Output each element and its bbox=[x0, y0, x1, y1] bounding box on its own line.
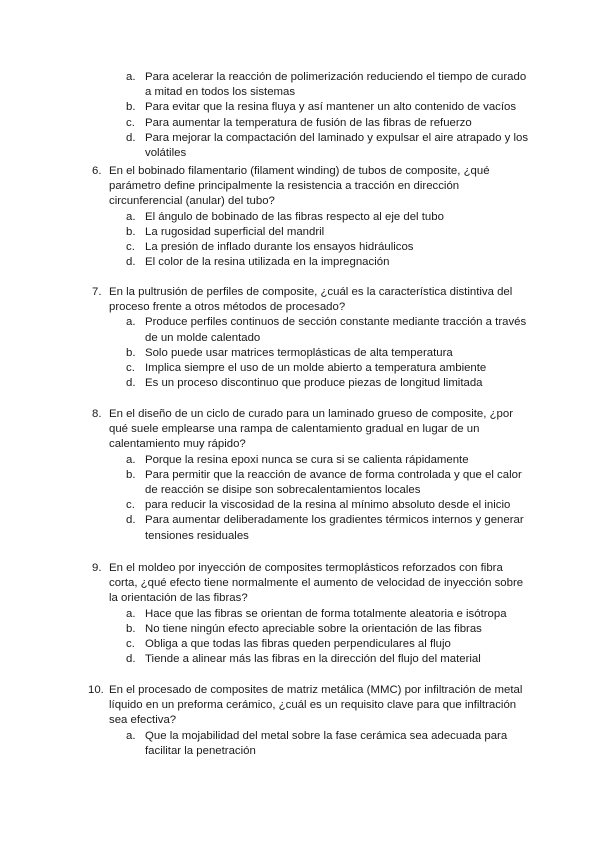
option-text: Implica siempre el uso de un molde abierto a temperatura ambiente bbox=[145, 362, 487, 375]
option-text: para reducir la viscosidad de la resina al mínimo absoluto desde el inicio bbox=[145, 499, 511, 512]
question-5-carryover bbox=[92, 70, 532, 161]
option-a bbox=[92, 210, 532, 225]
option-d bbox=[92, 652, 532, 667]
option-letter: a. bbox=[126, 316, 136, 329]
question-number: 10. bbox=[88, 684, 104, 696]
question-10 bbox=[88, 683, 532, 759]
option-letter: c. bbox=[126, 499, 135, 512]
option-letter: d. bbox=[126, 256, 136, 269]
option-letter: d. bbox=[126, 377, 136, 390]
question-9 bbox=[92, 561, 532, 667]
question-8 bbox=[92, 407, 532, 544]
question-stem bbox=[92, 407, 532, 453]
option-text: Obliga a que todas las fibras queden perpendiculares al flujo bbox=[145, 638, 451, 651]
option-letter: a. bbox=[126, 729, 136, 742]
option-text: Hace que las fibras se orientan de forma totalmente aleatoria e isótropa bbox=[145, 607, 507, 620]
question-text: En el moldeo por inyección de composites termoplásticos reforzados con fibra corta, ¿qué efecto tiene normalmente el aumento de velocidad de inyección sobre la orientación de las fibras? bbox=[109, 562, 524, 605]
option-letter: a. bbox=[126, 210, 136, 223]
option-text: Para aumentar deliberadamente los gradientes térmicos internos y generar tensiones residuales bbox=[145, 514, 524, 542]
option-c bbox=[92, 361, 532, 376]
option-letter: a. bbox=[126, 71, 136, 83]
question-text: En la pultrusión de perfiles de composite, ¿cuál es la característica distintiva del proceso frente a otros métodos de procesado? bbox=[109, 286, 513, 314]
option-letter: b. bbox=[126, 346, 136, 359]
option-b bbox=[92, 468, 532, 498]
option-d bbox=[92, 131, 532, 161]
option-letter: c. bbox=[126, 638, 135, 651]
question-number: 9. bbox=[92, 562, 102, 574]
options-list bbox=[92, 315, 532, 391]
option-letter: d. bbox=[126, 514, 136, 527]
option-text: Porque la resina epoxi nunca se cura si se calienta rápidamente bbox=[145, 453, 469, 466]
option-text: La rugosidad superficial del mandril bbox=[145, 225, 325, 238]
option-letter: d. bbox=[126, 653, 136, 666]
option-c bbox=[92, 116, 532, 131]
option-b bbox=[92, 622, 532, 637]
options-list bbox=[92, 607, 532, 668]
option-c bbox=[92, 240, 532, 255]
option-letter: b. bbox=[126, 101, 136, 114]
question-text: En el diseño de un ciclo de curado para un laminado grueso de composite, ¿por qué suele emplearse una rampa de calentamiento gradual en lugar de un calentamiento muy rápido? bbox=[109, 408, 513, 451]
option-text: Para permitir que la reacción de avance de forma controlada y que el calor de reacción se disipe son sobrecalentamientos locales bbox=[145, 468, 522, 497]
option-letter: c. bbox=[126, 362, 135, 375]
question-7 bbox=[92, 285, 532, 391]
option-a bbox=[92, 607, 532, 622]
question-number: 6. bbox=[92, 165, 102, 177]
option-text: Para mejorar la compactación del laminado y expulsar el aire atrapado y los volátiles bbox=[145, 131, 529, 160]
option-a bbox=[92, 453, 532, 468]
options-list bbox=[92, 729, 532, 759]
options-list bbox=[92, 210, 532, 271]
question-text: En el bobinado filamentario (filament winding) de tubos de composite, ¿qué parámetro define principalmente la resistencia a tracción en dirección circunferencial (anular) del tubo? bbox=[109, 165, 490, 208]
option-text: Solo puede usar matrices termoplásticas de alta temperatura bbox=[145, 346, 453, 359]
options-list bbox=[92, 70, 532, 161]
option-text: La presión de inflado durante los ensayos hidráulicos bbox=[145, 241, 414, 254]
option-d bbox=[92, 513, 532, 543]
option-d bbox=[92, 255, 532, 270]
option-letter: a. bbox=[126, 607, 136, 620]
option-letter: b. bbox=[126, 468, 136, 481]
option-text: Produce perfiles continuos de sección constante mediante tracción a través de un molde calentado bbox=[145, 316, 527, 344]
option-b bbox=[92, 225, 532, 240]
option-text: Para acelerar la reacción de polimerización reduciendo el tiempo de curado a mitad en todos los sistemas bbox=[145, 71, 527, 99]
option-text: No tiene ningún efecto apreciable sobre la orientación de las fibras bbox=[145, 622, 482, 635]
option-letter: a. bbox=[126, 453, 136, 466]
option-letter: c. bbox=[126, 116, 135, 129]
option-text: Es un proceso discontinuo que produce piezas de longitud limitada bbox=[145, 377, 483, 390]
option-text: El ángulo de bobinado de las fibras respecto al eje del tubo bbox=[145, 210, 444, 223]
question-stem bbox=[92, 561, 532, 607]
question-stem bbox=[92, 285, 532, 315]
option-a bbox=[92, 729, 532, 759]
option-letter: c. bbox=[126, 241, 135, 254]
question-6 bbox=[92, 164, 532, 270]
option-b bbox=[92, 346, 532, 361]
question-stem bbox=[88, 683, 532, 729]
question-number: 8. bbox=[92, 408, 102, 420]
option-letter: d. bbox=[126, 131, 136, 144]
option-letter: b. bbox=[126, 622, 136, 635]
question-stem bbox=[92, 164, 532, 210]
option-text: Para aumentar la temperatura de fusión de las fibras de refuerzo bbox=[145, 116, 472, 129]
option-text: Que la mojabilidad del metal sobre la fase cerámica sea adecuada para facilitar la penetración bbox=[145, 729, 508, 757]
option-c bbox=[92, 637, 532, 652]
option-letter: b. bbox=[126, 225, 136, 238]
option-a bbox=[92, 70, 532, 100]
option-text: El color de la resina utilizada en la impregnación bbox=[145, 256, 390, 269]
option-a bbox=[92, 315, 532, 345]
question-number: 7. bbox=[92, 286, 102, 298]
question-text: En el procesado de composites de matriz metálica (MMC) por infiltración de metal líquido en un preforma cerámico, ¿cuál es un requisito clave para que infiltración sea efectiva? bbox=[109, 684, 523, 727]
options-list bbox=[92, 453, 532, 544]
option-text: Para evitar que la resina fluya y así mantener un alto contenido de vacíos bbox=[145, 101, 517, 114]
option-d bbox=[92, 376, 532, 391]
option-b bbox=[92, 100, 532, 115]
option-text: Tiende a alinear más las fibras en la dirección del flujo del material bbox=[145, 653, 481, 666]
option-c bbox=[92, 498, 532, 513]
